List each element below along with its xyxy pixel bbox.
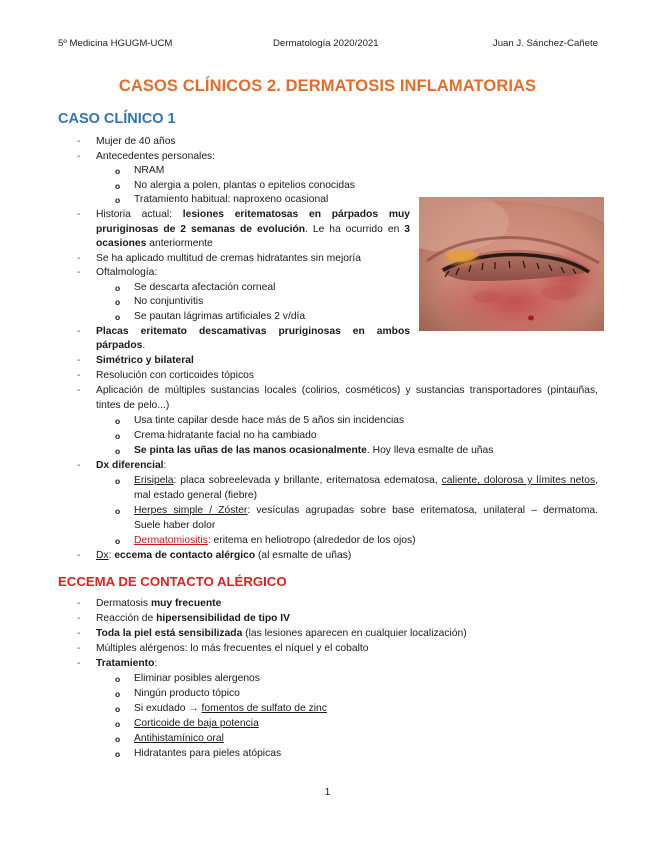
list-dash: - bbox=[77, 267, 81, 278]
list-dash: - bbox=[77, 658, 81, 669]
sub-list-item: No alergia a polen, plantas o epitelios conocidas bbox=[134, 180, 355, 191]
list-dash: - bbox=[77, 326, 81, 337]
document-title: CASOS CLÍNICOS 2. DERMATOSIS INFLAMATORIAS bbox=[118, 77, 537, 95]
historia-line-3: ocasiones anteriormente bbox=[96, 238, 213, 249]
sub-list-item: Se pautan lágrimas artificiales 2 v/día bbox=[134, 311, 306, 322]
list-bullet: o bbox=[115, 312, 121, 322]
historia-line-2: pruriginosas de 2 semanas de evolución. Le ha ocurrido en 3 bbox=[96, 224, 410, 235]
list-item: Toda la piel está sensibilizada (las lesiones aparecen en cualquier localización) bbox=[96, 628, 467, 639]
list-bullet: o bbox=[115, 734, 121, 744]
sub-list-item: Tratamiento habitual: naproxeno ocasional bbox=[134, 194, 329, 205]
dx-diferencial-label: Dx diferencial: bbox=[96, 460, 167, 471]
list-bullet: o bbox=[115, 506, 121, 516]
eyelid-photo bbox=[419, 197, 604, 331]
sub-list-item: No conjuntivitis bbox=[134, 296, 204, 307]
list-item: Simétrico y bilateral bbox=[96, 355, 194, 366]
sub-list-item: Hidratantes para pieles atópicas bbox=[134, 748, 282, 759]
sub-list-item: Usa tinte capilar desde hace más de 5 años sin incidencias bbox=[134, 415, 405, 426]
list-dash: - bbox=[77, 370, 81, 381]
herpes-line-2: Suele haber dolor bbox=[134, 520, 216, 531]
tratamiento-label: Tratamiento: bbox=[96, 658, 158, 669]
list-dash: - bbox=[77, 613, 81, 624]
diagnosis-line: Dx: eccema de contacto alérgico (al esmalte de uñas) bbox=[96, 550, 352, 561]
list-item: Antecedentes personales: bbox=[96, 151, 216, 162]
list-bullet: o bbox=[115, 181, 121, 191]
list-dash: - bbox=[77, 355, 81, 366]
sub-list-item: Corticoide de baja potencia bbox=[134, 718, 259, 729]
historia-line-1: Historia actual: lesiones eritematosas en párpados muy bbox=[96, 209, 410, 220]
header-right: Juan J. Sánchez-Cañete bbox=[492, 38, 598, 49]
list-item: Se ha aplicado multitud de cremas hidratantes sin mejoría bbox=[96, 253, 361, 264]
list-bullet: o bbox=[115, 195, 121, 205]
list-dash: - bbox=[77, 628, 81, 639]
case1-heading: CASO CLÍNICO 1 bbox=[58, 111, 176, 127]
list-bullet: o bbox=[115, 674, 121, 684]
list-dash: - bbox=[77, 253, 81, 264]
sub-list-item: Se descarta afectación corneal bbox=[134, 282, 276, 293]
aplicacion-line-2: tintes de pelo...) bbox=[96, 400, 170, 411]
list-item: Resolución con corticoides tópicos bbox=[96, 370, 254, 381]
list-item: Múltiples alérgenos: lo más frecuentes el níquel y el cobalto bbox=[96, 643, 369, 654]
list-bullet: o bbox=[115, 704, 121, 714]
list-bullet: o bbox=[115, 283, 121, 293]
list-dash: - bbox=[77, 209, 81, 220]
placas-line-2: párpados. bbox=[96, 340, 146, 351]
sub-list-item: Antihistamínico oral bbox=[134, 733, 224, 744]
list-bullet: o bbox=[115, 536, 121, 546]
erisipela-line-1: Erisipela: placa sobreelevada y brillante, eritematosa edematosa, caliente, dolorosa y límites netos, bbox=[134, 475, 598, 486]
list-dash: - bbox=[77, 385, 81, 396]
list-item: Mujer de 40 años bbox=[96, 136, 176, 147]
list-bullet: o bbox=[115, 431, 121, 441]
erisipela-line-2: mal estado general (fiebre) bbox=[134, 490, 258, 501]
list-dash: - bbox=[77, 460, 81, 471]
list-dash: - bbox=[77, 550, 81, 561]
dermatomiositis-line: Dermatomiositis: eritema en heliotropo (alrededor de los ojos) bbox=[134, 535, 416, 546]
placas-line-1: Placas eritemato descamativas pruriginosas en ambos bbox=[96, 326, 410, 337]
sub-list-item: Se pinta las uñas de las manos ocasionalmente. Hoy lleva esmalte de uñas bbox=[134, 445, 494, 456]
list-bullet: o bbox=[115, 689, 121, 699]
list-bullet: o bbox=[115, 749, 121, 759]
aplicacion-line-1: Aplicación de múltiples sustancias locales (colirios, cosméticos) y sustancias transportadores (pintauñas, bbox=[96, 385, 598, 396]
header-left: 5º Medicina HGUGM-UCM bbox=[58, 38, 173, 49]
list-bullet: o bbox=[115, 446, 121, 456]
sub-list-item: Crema hidratante facial no ha cambiado bbox=[134, 430, 317, 441]
list-bullet: o bbox=[115, 416, 121, 426]
page-number: 1 bbox=[324, 787, 331, 798]
list-dash: - bbox=[77, 136, 81, 147]
list-dash: - bbox=[77, 151, 81, 162]
sub-list-item: Si exudado → fomentos de sulfato de zinc bbox=[134, 703, 327, 714]
list-item: Dermatosis muy frecuente bbox=[96, 598, 222, 609]
list-bullet: o bbox=[115, 476, 121, 486]
sub-list-item: NRAM bbox=[134, 165, 165, 176]
list-bullet: o bbox=[115, 166, 121, 176]
eccema-heading: ECCEMA DE CONTACTO ALÉRGICO bbox=[58, 574, 287, 589]
list-dash: - bbox=[77, 643, 81, 654]
list-dash: - bbox=[77, 598, 81, 609]
header-center: Dermatología 2020/2021 bbox=[273, 38, 379, 49]
sub-list-item: Ningún producto tópico bbox=[134, 688, 240, 699]
list-bullet: o bbox=[115, 297, 121, 307]
list-item: Reacción de hipersensibilidad de tipo IV bbox=[96, 613, 290, 624]
list-bullet: o bbox=[115, 719, 121, 729]
list-item: Oftalmología: bbox=[96, 267, 158, 278]
herpes-line-1: Herpes simple / Zóster: vesículas agrupadas sobre base eritematosa, unilateral – dermatoma. bbox=[134, 505, 599, 516]
sub-list-item: Eliminar posibles alergenos bbox=[134, 673, 260, 684]
